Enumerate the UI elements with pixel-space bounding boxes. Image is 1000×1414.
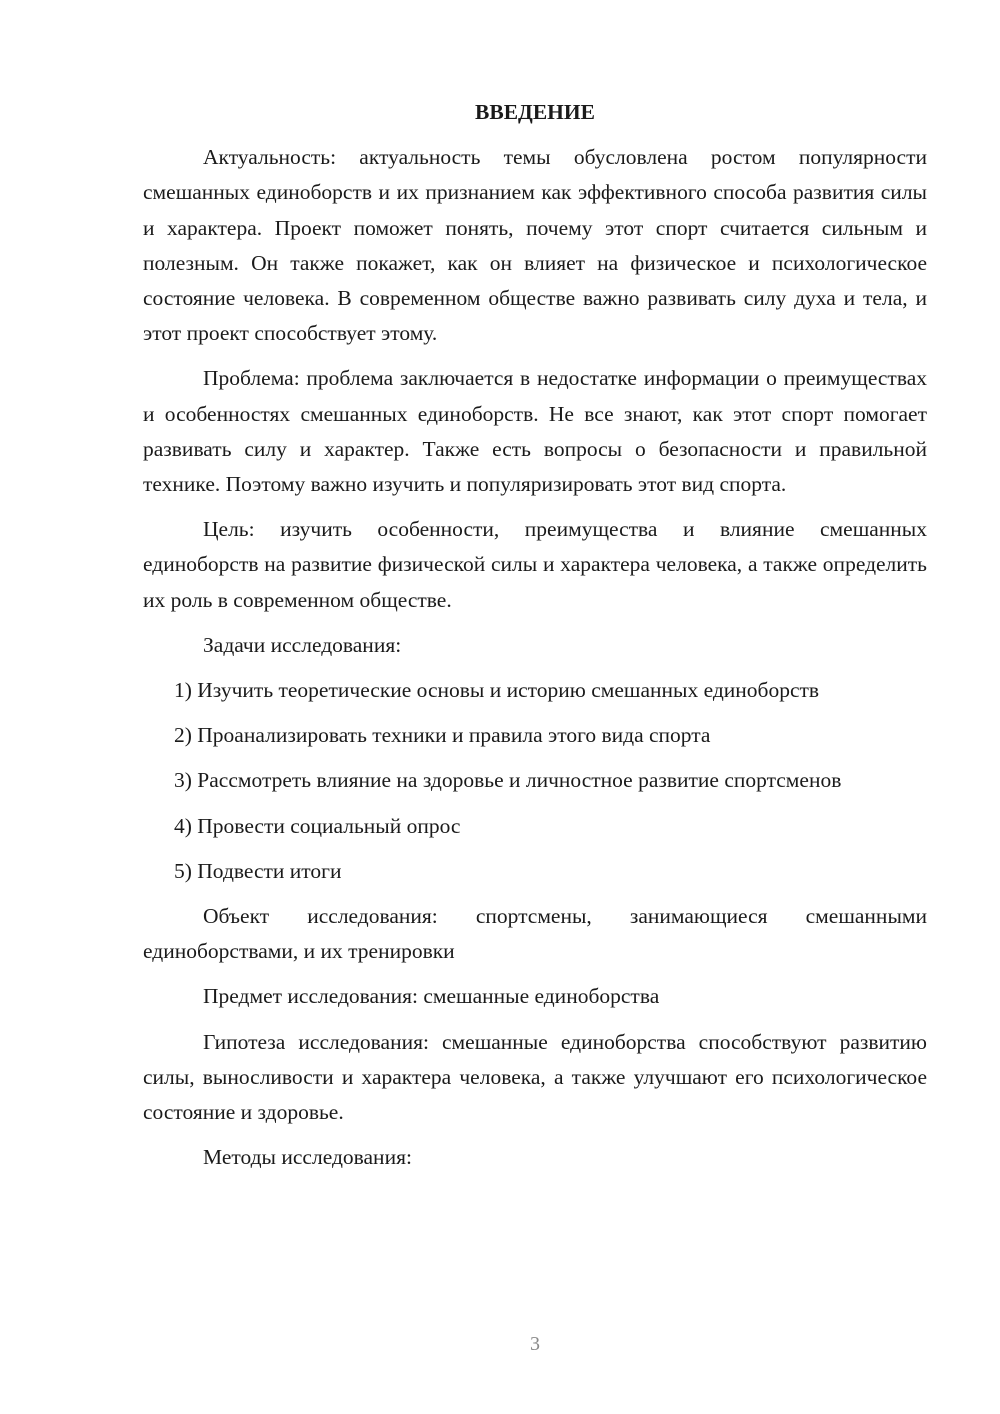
task-item-3: 3) Рассмотреть влияние на здоровье и личностное развитие спортсменов	[174, 768, 842, 793]
document-page	[143, 95, 927, 1185]
task-item-5: 5) Подвести итоги	[174, 858, 342, 883]
page-number: 3	[530, 1333, 540, 1355]
task-item-4: 4) Провести социальный опрос	[174, 813, 461, 838]
relevance-paragraph: Актуальность: актуальность темы обусловлена ростом популярности смешанных единоборств и их признанием как эффективного способа развития силы и характера. Проект поможет понять, почему этот спорт считается сильным и полезным. Он также покажет, как он влияет на физическое и психологическое состояние человека. В современном обществе важно развивать силу духа и тела, и этот проект способствует этому.	[143, 145, 927, 346]
methods-heading: Методы исследования:	[203, 1145, 412, 1170]
tasks-heading: Задачи исследования:	[203, 632, 402, 657]
problem-paragraph: Проблема: проблема заключается в недостатке информации о преимуществах и особенностях смешанных единоборств. Не все знают, как этот спорт помогает развивать силу и характер. Также есть вопросы о безопасности и правильной технике. Поэтому важно изучить и популяризировать этот вид спорта.	[143, 366, 927, 497]
task-item-1: 1) Изучить теоретические основы и историю смешанных единоборств	[174, 678, 820, 703]
object-paragraph: Объект исследования: спортсмены, занимающиеся смешанными единоборствами, и их тренировки	[143, 904, 927, 964]
subject-paragraph: Предмет исследования: смешанные единоборства	[203, 984, 660, 1009]
goal-paragraph: Цель: изучить особенности, преимущества и влияние смешанных единоборств на развитие физической силы и характера человека, а также определить их роль в современном обществе.	[143, 517, 927, 612]
task-item-2: 2) Проанализировать техники и правила этого вида спорта	[174, 723, 711, 748]
hypothesis-paragraph: Гипотеза исследования: смешанные единоборства способствуют развитию силы, выносливости и характера человека, а также улучшают его психологическое состояние и здоровье.	[143, 1029, 927, 1125]
section-title: ВВЕДЕНИЕ	[475, 100, 595, 124]
